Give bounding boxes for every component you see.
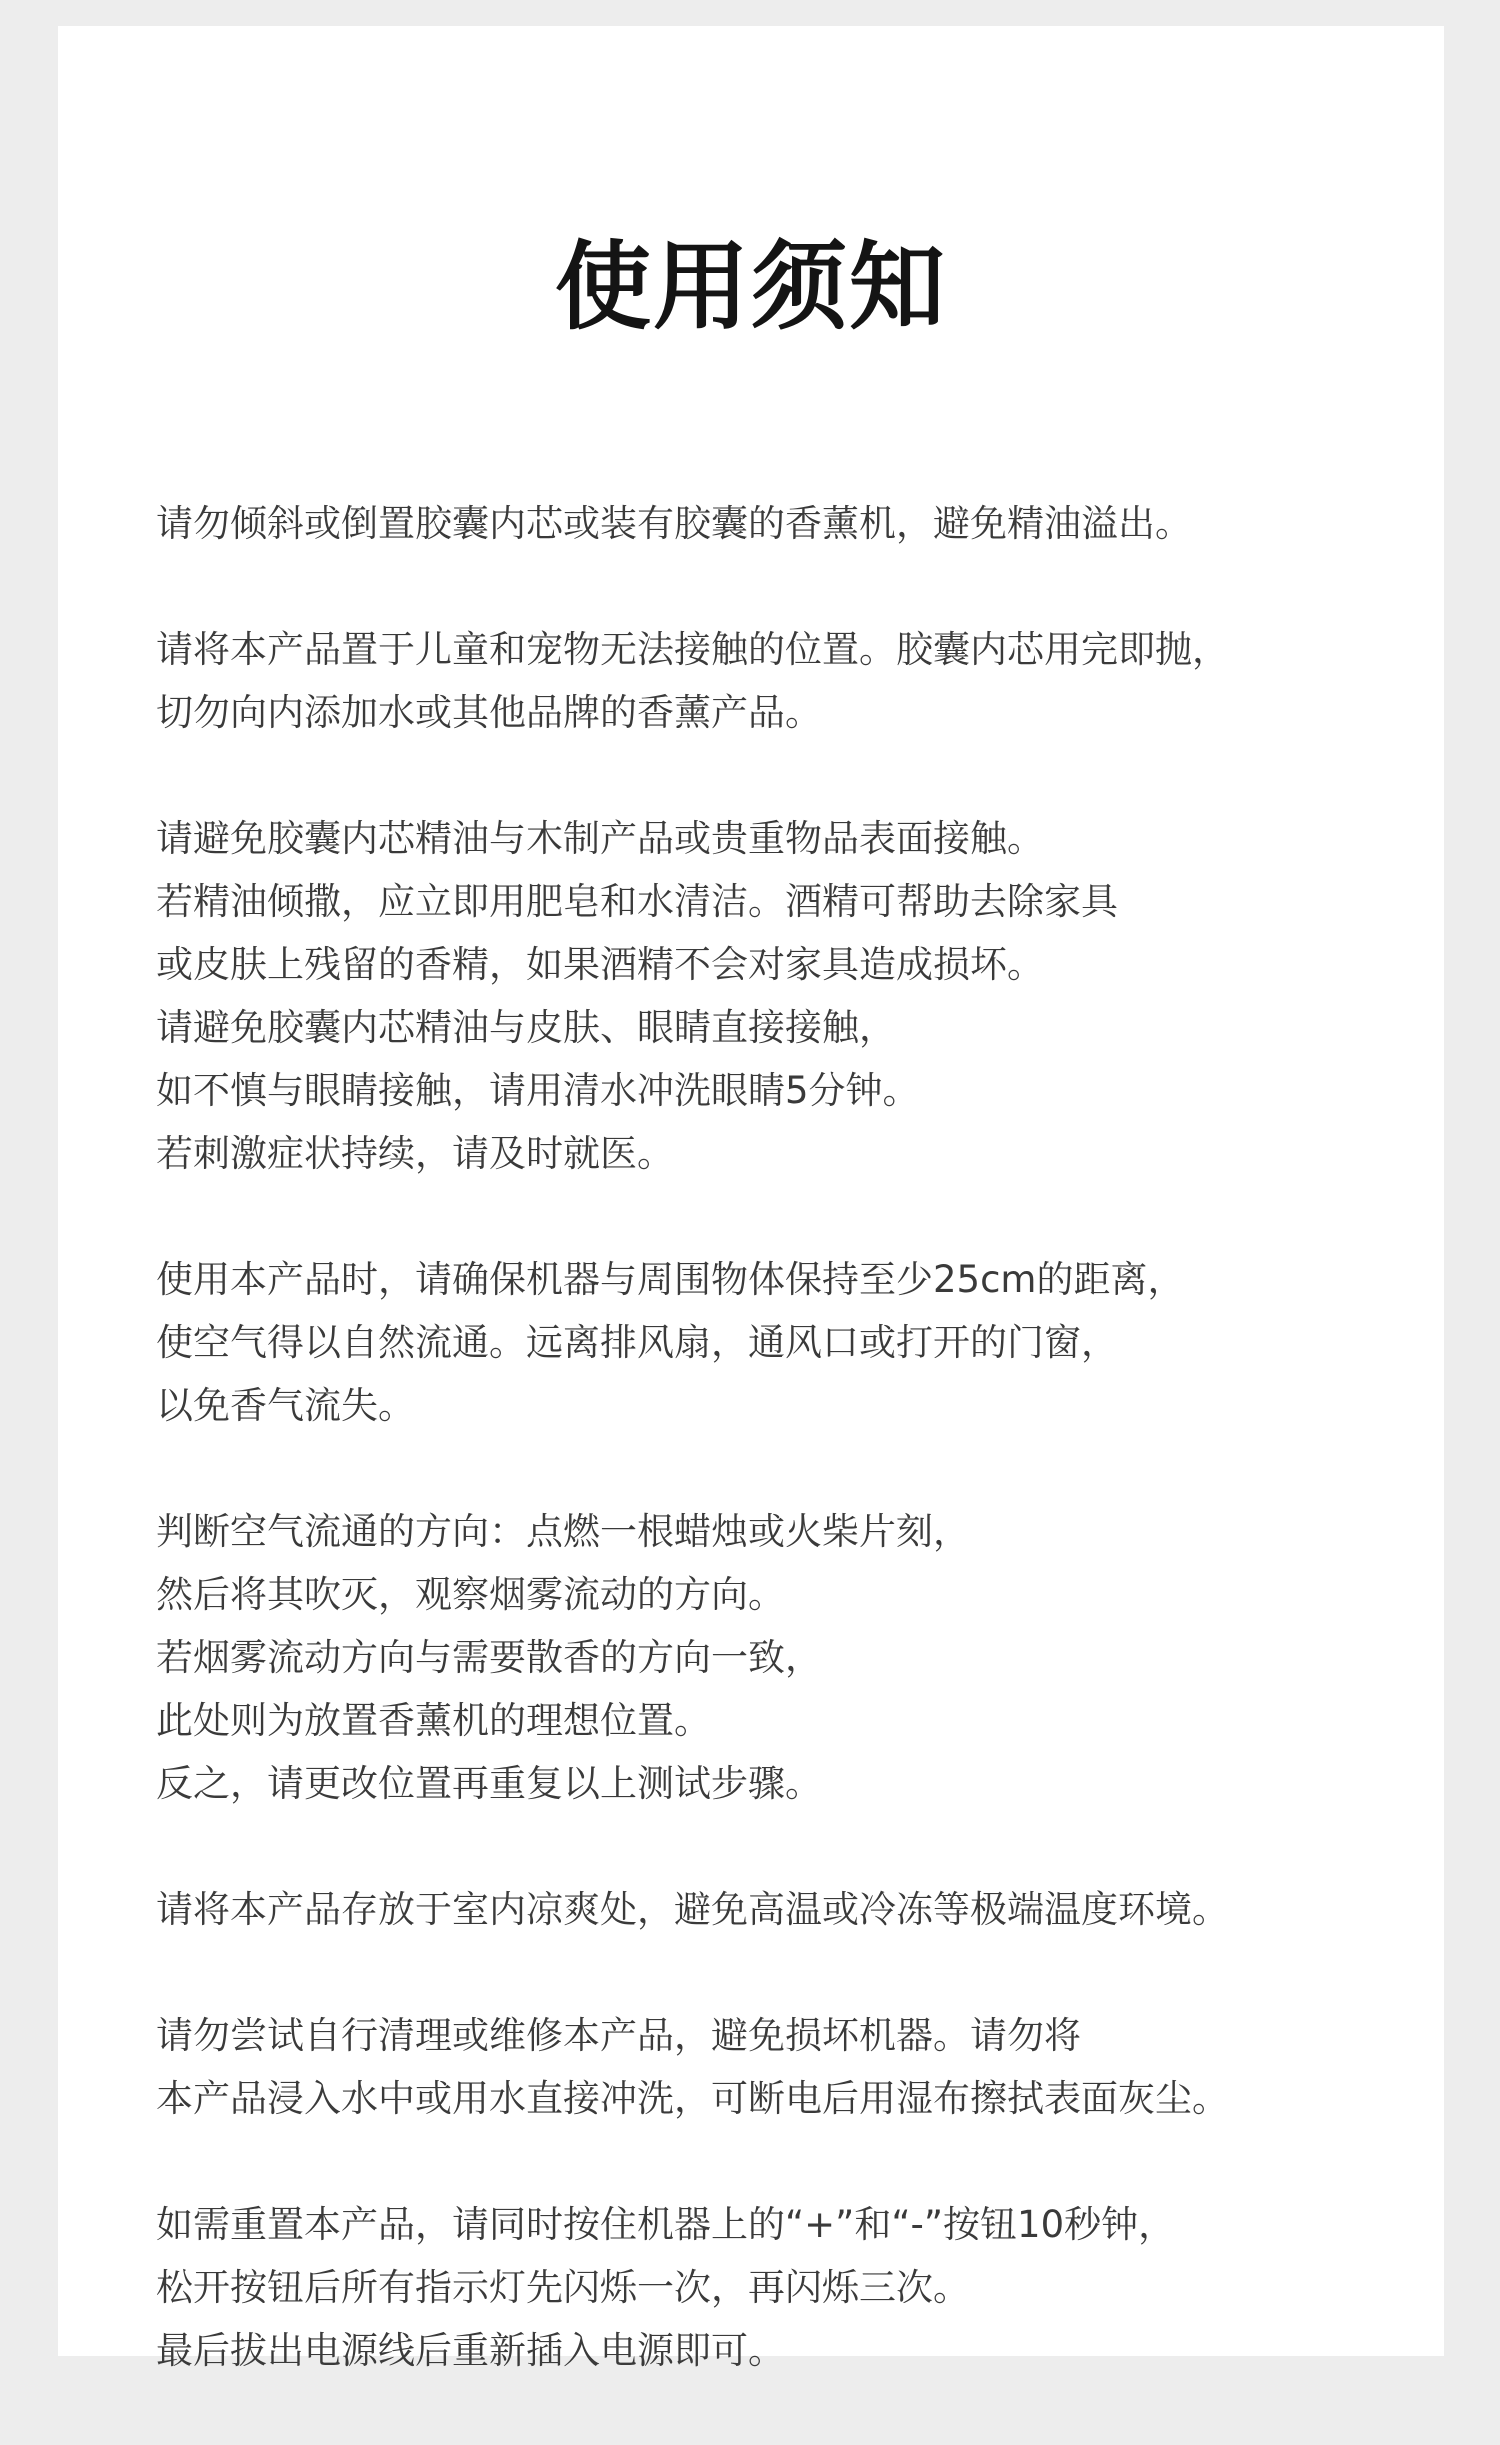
paragraph-placement	[156, 618, 1416, 744]
paragraph-tilt	[156, 492, 1416, 555]
paragraph-line: 以免香气流失。	[156, 1384, 415, 1427]
paragraph-distance	[156, 1248, 1416, 1437]
paragraph-line: 请勿尝试自行清理或维修本产品，避免损坏机器。请勿将	[156, 2014, 1081, 2057]
paragraph-line: 反之，请更改位置再重复以上测试步骤。	[156, 1762, 822, 1805]
paragraph-line: 本产品浸入水中或用水直接冲洗，可断电后用湿布擦拭表面灰尘。	[156, 2077, 1229, 2120]
paragraph-line: 若刺激症状持续，请及时就医。	[156, 1132, 674, 1175]
paragraph-line: 然后将其吹灭，观察烟雾流动的方向。	[156, 1573, 785, 1616]
paragraph-oil-contact	[156, 807, 1416, 1185]
notice-card	[58, 26, 1444, 2372]
paragraph-line: 请将本产品存放于室内凉爽处，避免高温或冷冻等极端温度环境。	[156, 1888, 1229, 1931]
page-title: 使用须知	[555, 231, 947, 343]
paragraph-line: 如不慎与眼睛接触，请用清水冲洗眼睛5分钟。	[156, 1069, 920, 1112]
paragraph-line: 请勿倾斜或倒置胶囊内芯或装有胶囊的香薰机，避免精油溢出。	[156, 502, 1192, 545]
paragraph-line: 请避免胶囊内芯精油与皮肤、眼睛直接接触，	[156, 1006, 896, 1049]
paragraph-line: 松开按钮后所有指示灯先闪烁一次，再闪烁三次。	[156, 2266, 970, 2309]
paragraph-line: 切勿向内添加水或其他品牌的香薰产品。	[156, 691, 822, 734]
paragraph-line: 或皮肤上残留的香精，如果酒精不会对家具造成损坏。	[156, 943, 1044, 986]
paragraph-reset	[156, 2193, 1416, 2382]
paragraph-line: 请将本产品置于儿童和宠物无法接触的位置。胶囊内芯用完即抛，	[156, 628, 1229, 671]
paragraph-line: 此处则为放置香薰机的理想位置。	[156, 1699, 711, 1742]
paragraph-line: 判断空气流通的方向：点燃一根蜡烛或火柴片刻，	[156, 1510, 970, 1553]
paragraph-line: 如需重置本产品，请同时按住机器上的“+”和“-”按钮10秒钟，	[156, 2203, 1176, 2246]
paragraph-maintenance	[156, 2004, 1416, 2130]
paragraph-storage	[156, 1878, 1416, 1941]
paragraph-airflow-test	[156, 1500, 1416, 1815]
paragraph-line: 使空气得以自然流通。远离排风扇，通风口或打开的门窗，	[156, 1321, 1118, 1364]
paragraph-line: 最后拔出电源线后重新插入电源即可。	[156, 2329, 785, 2372]
paragraph-line: 使用本产品时，请确保机器与周围物体保持至少25cm的距离，	[156, 1258, 1185, 1301]
paragraph-line: 请避免胶囊内芯精油与木制产品或贵重物品表面接触。	[156, 817, 1044, 860]
notice-content	[156, 492, 1416, 2445]
paragraph-line: 若烟雾流动方向与需要散香的方向一致，	[156, 1636, 822, 1679]
paragraph-line: 若精油倾撒，应立即用肥皂和水清洁。酒精可帮助去除家具	[156, 880, 1118, 923]
